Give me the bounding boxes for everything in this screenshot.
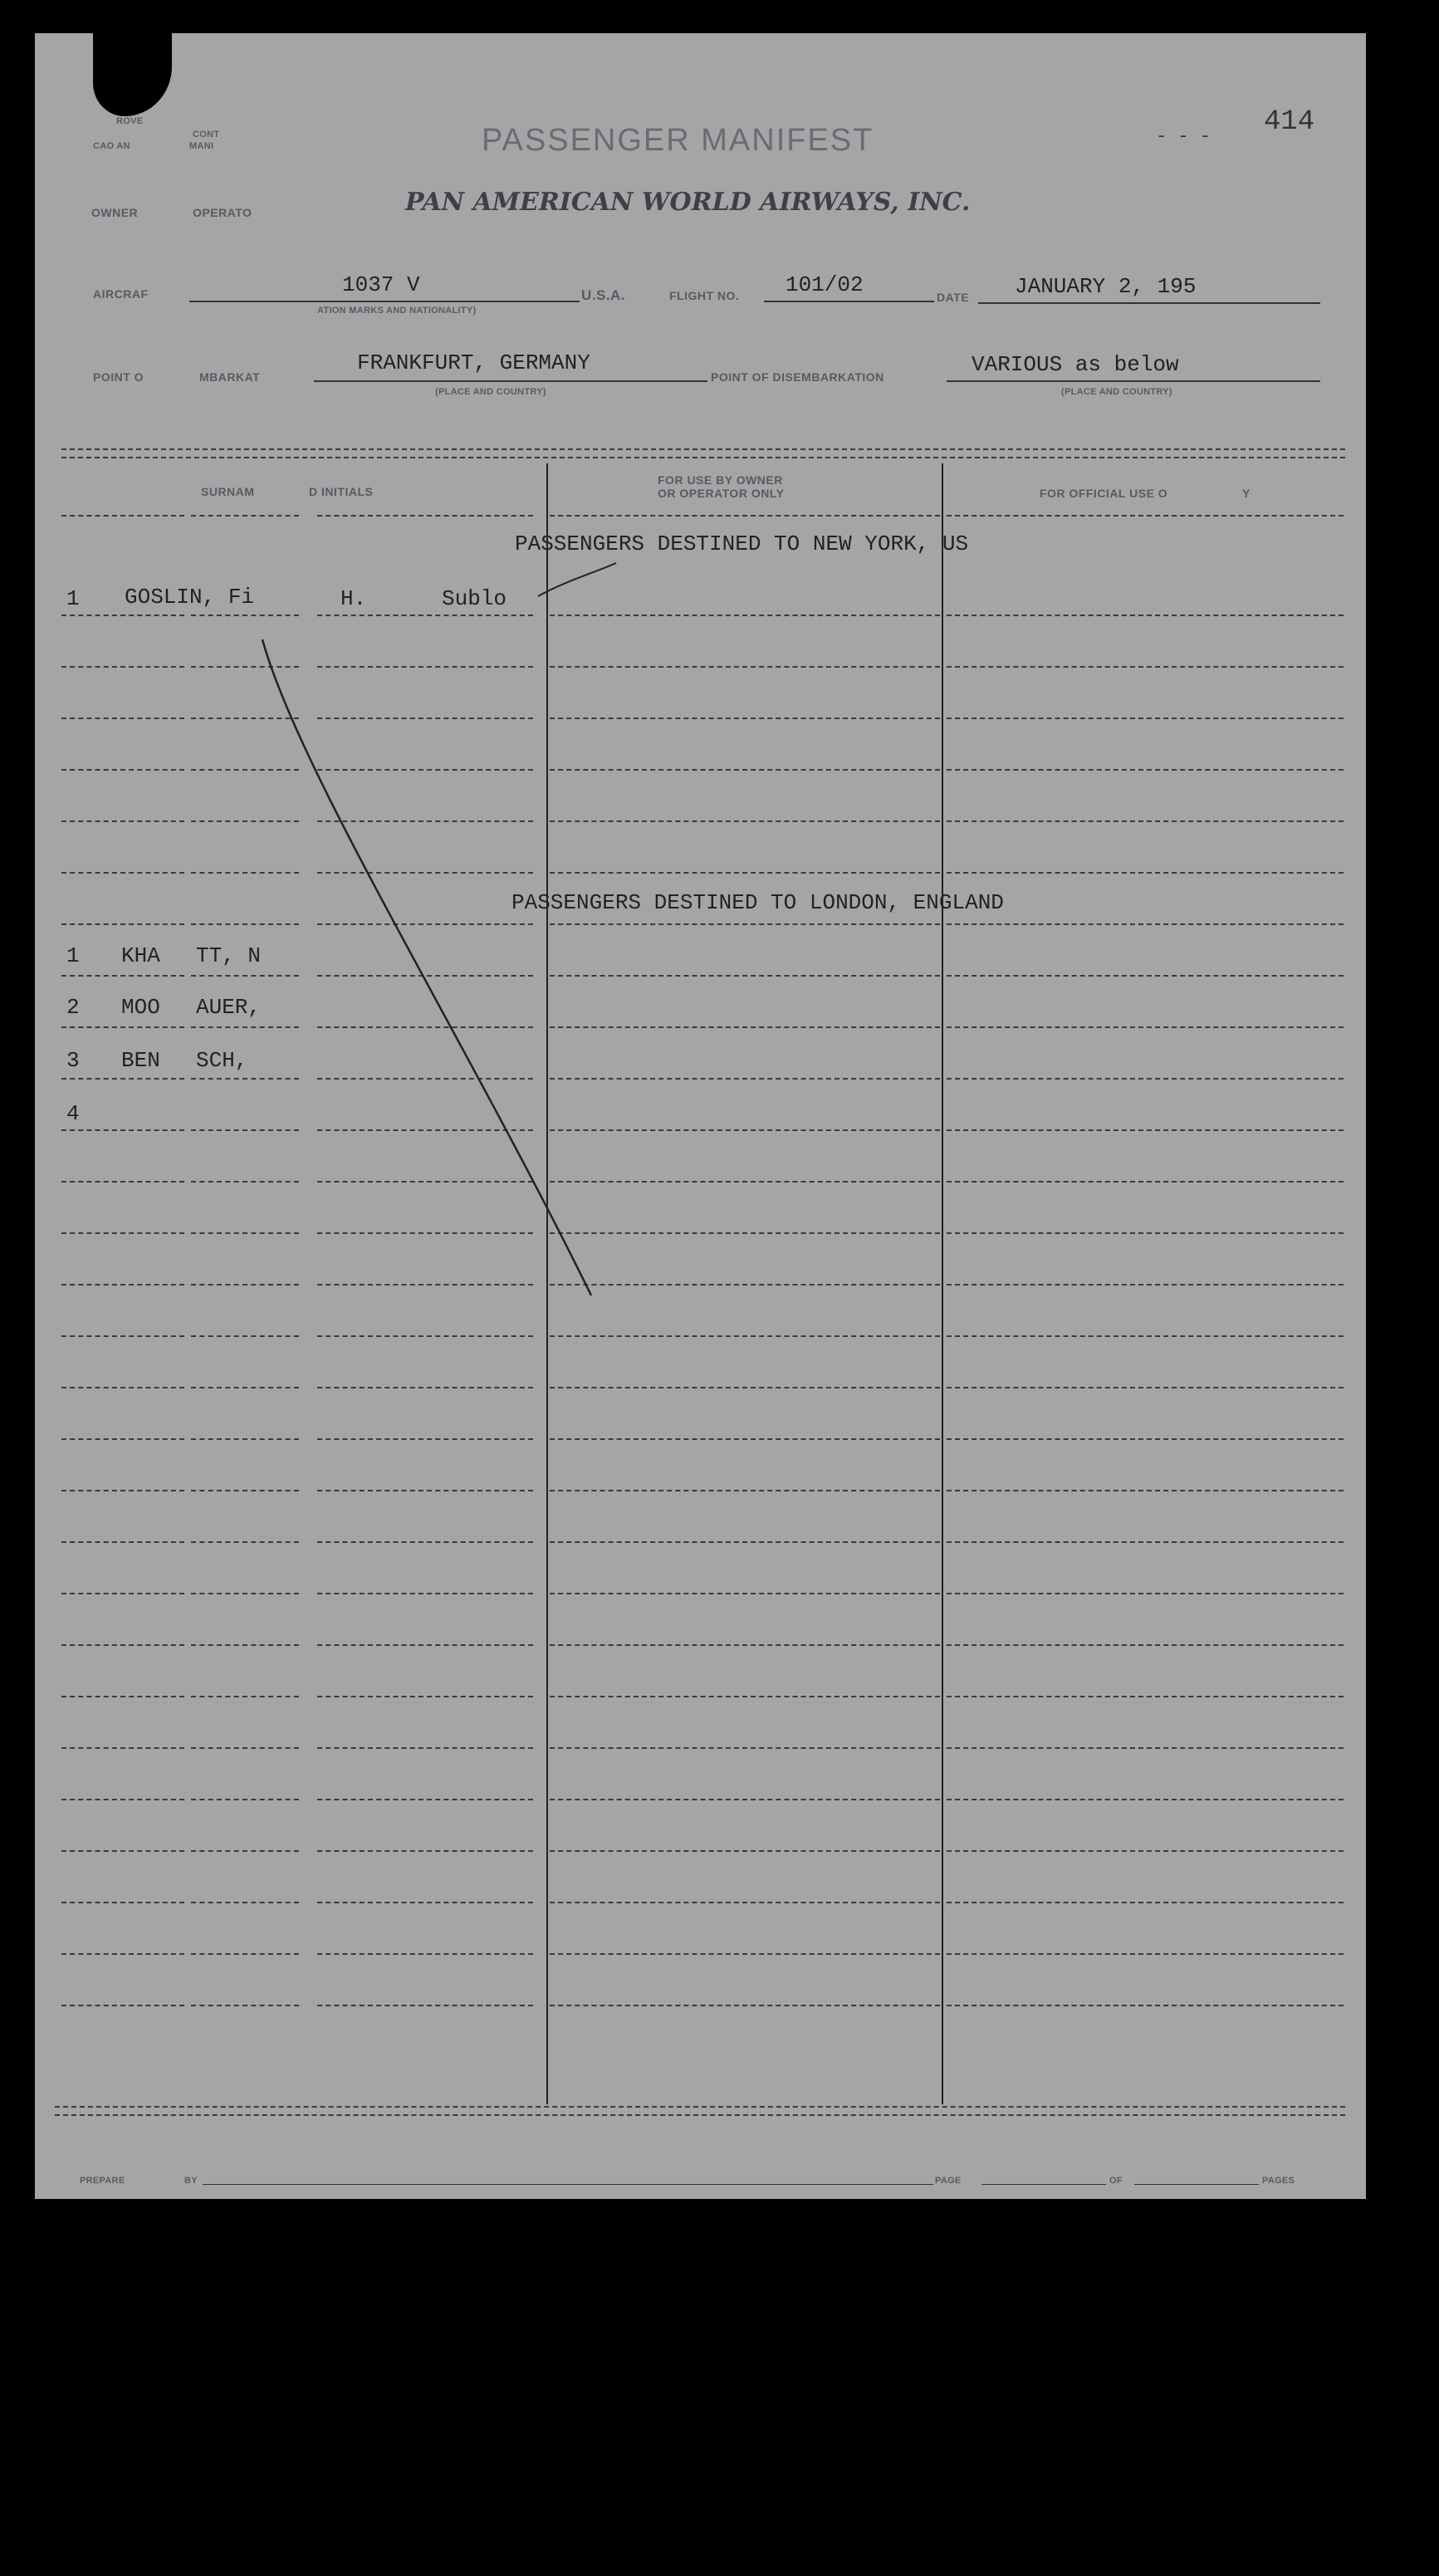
col-owner-2: OR OPERATOR ONLY	[658, 487, 785, 500]
of-line	[1134, 2184, 1259, 2185]
embark-value: FRANKFURT, GERMANY	[357, 350, 590, 375]
date-value: JANUARY 2, 195	[1015, 274, 1197, 299]
col-owner-1: FOR USE BY OWNER	[658, 473, 783, 487]
stamp-left-1: ROVE	[116, 116, 144, 126]
page-line	[981, 2184, 1106, 2185]
stamp-cont-1: CONT	[193, 130, 220, 140]
embark-label-2: MBARKAT	[199, 370, 261, 384]
row-number: 4	[66, 1101, 80, 1126]
pages-label: PAGES	[1262, 2176, 1295, 2186]
operator-label: OPERATO	[193, 206, 252, 219]
page-label: PAGE	[935, 2176, 962, 2186]
passenger-initial: AUER,	[196, 995, 262, 1020]
col-initials: D INITIALS	[309, 485, 374, 498]
date-label: DATE	[937, 291, 970, 304]
aircraft-value: 1037 V	[342, 272, 420, 297]
embark-label: POINT O	[93, 370, 144, 384]
strike-line	[262, 639, 591, 1295]
form-title: PASSENGER MANIFEST	[482, 123, 874, 158]
disembark-label: POINT OF DISEMBARKATION	[711, 370, 884, 384]
aircraft-label: AIRCRAF	[93, 287, 149, 301]
pen-mark	[538, 563, 616, 596]
embark-sub: (PLACE AND COUNTRY)	[435, 387, 546, 397]
aircraft-sub: ATION MARKS AND NATIONALITY)	[317, 306, 477, 316]
passenger-initial: SCH,	[196, 1048, 248, 1073]
stamp-cont-2: MANI	[189, 141, 214, 151]
row-number: 2	[66, 995, 80, 1020]
passenger-initial: TT, N	[196, 943, 262, 968]
flight-value: 101/02	[786, 272, 864, 297]
col-official-tail: Y	[1242, 487, 1251, 500]
disembark-sub: (PLACE AND COUNTRY)	[1061, 387, 1172, 397]
row-number: 1	[66, 586, 80, 611]
row-number: 1	[66, 943, 80, 968]
passenger-surname: GOSLIN, Fi	[125, 585, 255, 610]
corner-dashes: - - -	[1156, 126, 1211, 147]
prepared-line	[203, 2184, 933, 2185]
bottom-rule-1	[55, 2106, 1345, 2108]
col-surname: SURNAM	[201, 485, 255, 498]
disembark-value: VARIOUS as below	[972, 352, 1179, 377]
of-label: OF	[1109, 2176, 1123, 2186]
passenger-surname: MOO	[121, 995, 160, 1020]
bottom-rule-2	[55, 2114, 1345, 2116]
passenger-initial: H.	[340, 586, 367, 611]
passenger-note: Sublo	[442, 586, 507, 611]
prepared-label: PREPARE	[80, 2176, 125, 2186]
owner-label: OWNER	[91, 206, 139, 219]
row-number: 3	[66, 1048, 80, 1073]
page-number: 414	[1264, 106, 1315, 138]
section-heading-london: PASSENGERS DESTINED TO LONDON, ENGLAND	[511, 890, 1004, 915]
flight-label: FLIGHT NO.	[669, 289, 740, 302]
passenger-surname: BEN	[121, 1048, 160, 1073]
usa-label: U.S.A.	[581, 287, 626, 303]
by-label: BY	[184, 2176, 198, 2186]
stamp-left-2: CAO AN	[93, 141, 130, 151]
airline-name: PAN AMERICAN WORLD AIRWAYS, INC.	[405, 188, 971, 217]
passenger-surname: KHA	[121, 943, 160, 968]
col-official: FOR OFFICIAL USE O	[1040, 487, 1168, 500]
section-heading-new-york: PASSENGERS DESTINED TO NEW YORK, US	[515, 531, 969, 556]
